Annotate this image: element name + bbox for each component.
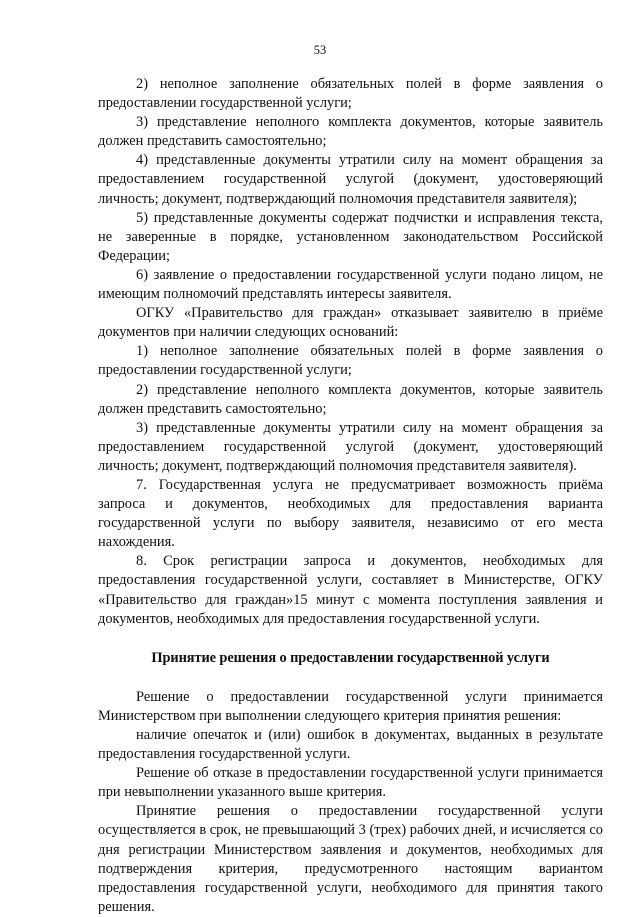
paragraph: Принятие решения о предоставлении государственной услуги осуществляется в срок, не превышающий 3 (трех) рабочих дней, и исчисляется со дня регистрации Министерством заявления и документов, необходимых для подтверждения критерия, предусмотренного настоящим вариантом предоставления государственной услуги, необходимого для принятия такого решения. — [98, 803, 603, 915]
document-body — [98, 75, 603, 917]
paragraph: 5) представленные документы содержат подчистки и исправления текста, не заверенные в порядке, установленном законодательством Российской Федерации; — [98, 209, 603, 264]
paragraph: 4) представленные документы утратили силу на момент обращения за предоставлением государственной услугой (документ, удостоверяющий личность; документ, подтверждающий полномочия представителя заявителя); — [98, 152, 603, 207]
paragraph: 3) представленные документы утратили силу на момент обращения за предоставлением государственной услугой (документ, удостоверяющий личность; документ, подтверждающий полномочия представителя заявителя). — [98, 419, 603, 474]
paragraph: 2) неполное заполнение обязательных полей в форме заявления о предоставлении государственной услуги; — [98, 76, 603, 112]
paragraph: наличие опечаток и (или) ошибок в документах, выданных в результате предоставления государственной услуги. — [98, 727, 603, 763]
paragraph: 8. Срок регистрации запроса и документов, необходимых для предоставления государственной услуги, составляет в Министерстве, ОГКУ «Правительство для граждан»15 минут с момента поступления заявления и документов, необходимых для предоставления государственной услуги. — [98, 553, 603, 627]
paragraph: 6) заявление о предоставлении государственной услуги подано лицом, не имеющим полномочий представлять интересы заявителя. — [98, 266, 603, 303]
page-number: 53 — [313, 43, 327, 57]
paragraph: ОГКУ «Правительство для граждан» отказывает заявителю в приёме документов при наличии следующих оснований: — [98, 305, 603, 341]
paragraph: Решение о предоставлении государственной услуги принимается Министерством при выполнении следующего критерия принятия решения: — [98, 688, 603, 724]
paragraph: 7. Государственная услуга не предусматривает возможность приёма запроса и документов, необходимых для предоставления варианта государственной услуги по выбору заявителя, независимо от его места нахождения. — [98, 476, 603, 551]
paragraph: 3) представление неполного комплекта документов, которые заявитель должен представить самостоятельно; — [98, 114, 603, 150]
paragraph: 2) представление неполного комплекта документов, которые заявитель должен представить самостоятельно; — [98, 381, 603, 417]
paragraph: 1) неполное заполнение обязательных полей в форме заявления о предоставлении государственной услуги; — [98, 343, 603, 379]
section-heading: Принятие решения о предоставлении государственной услуги — [151, 649, 550, 666]
paragraph: Решение об отказе в предоставлении государственной услуги принимается при невыполнении указанного выше критерия. — [98, 765, 603, 801]
